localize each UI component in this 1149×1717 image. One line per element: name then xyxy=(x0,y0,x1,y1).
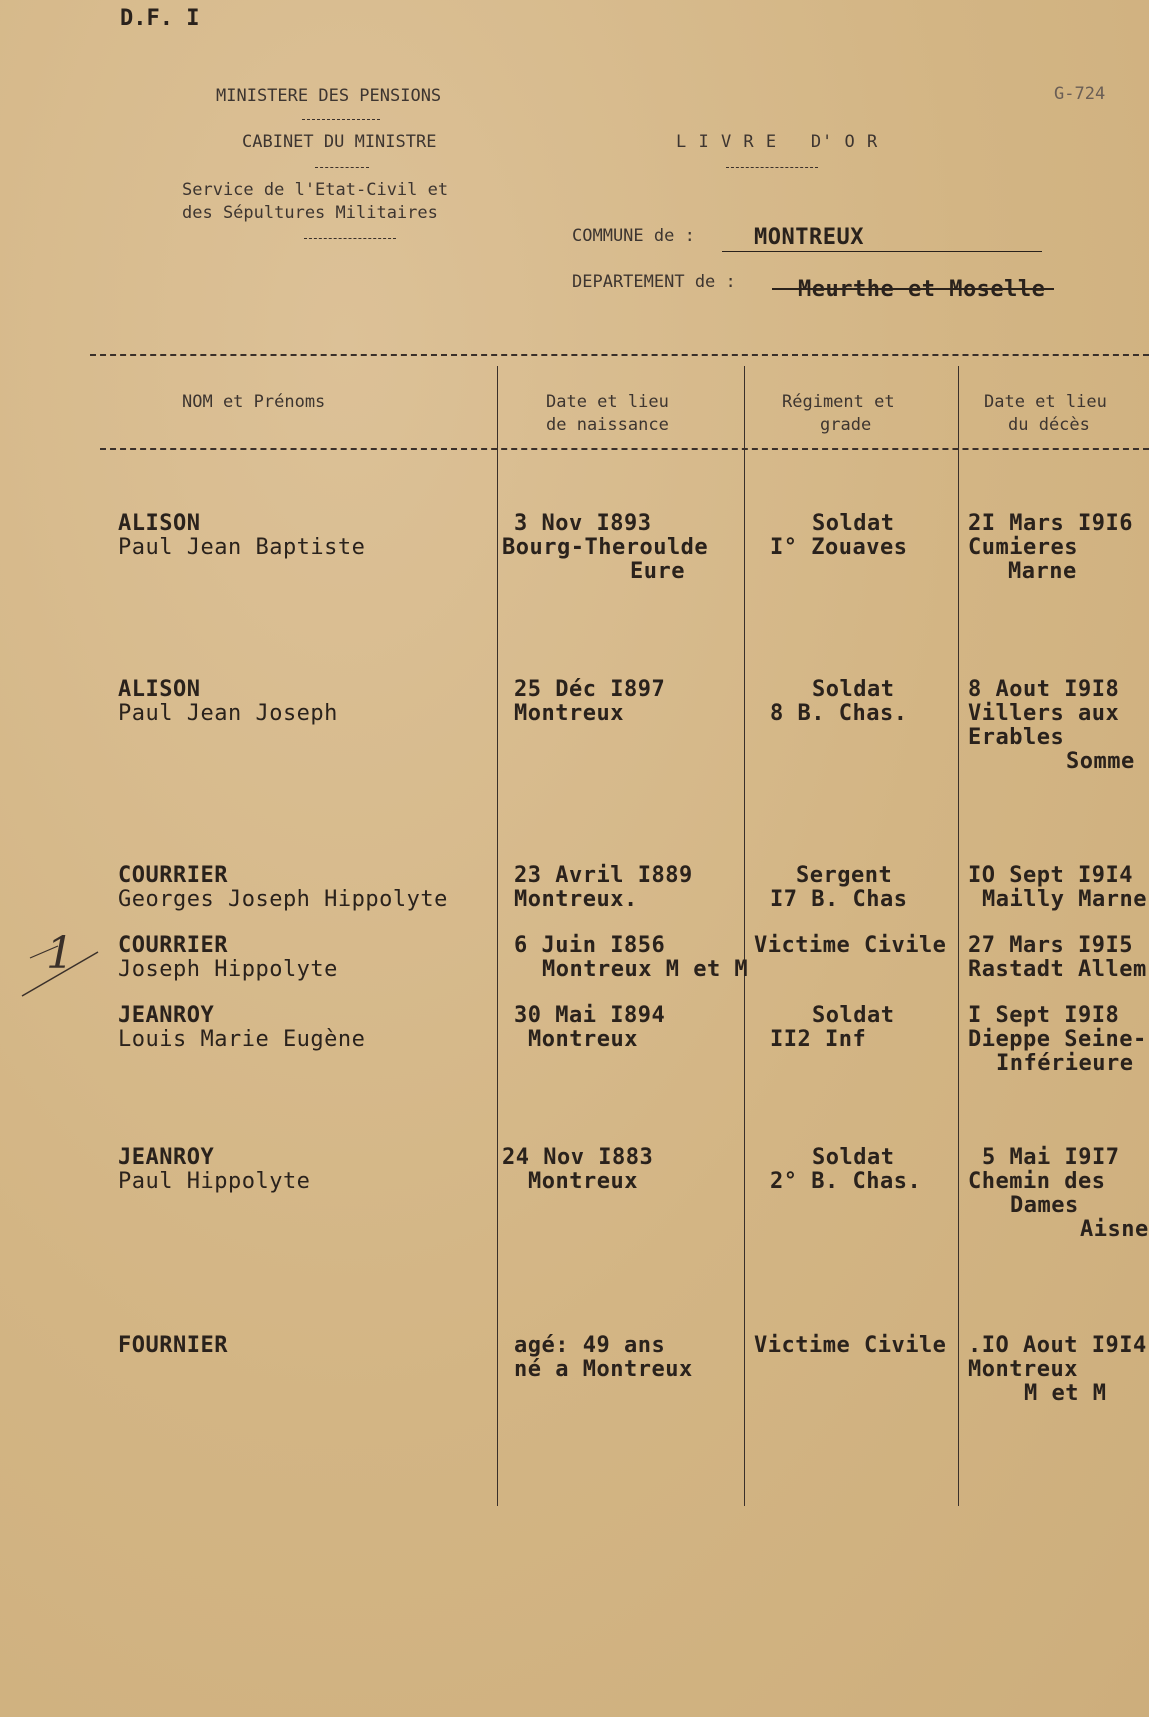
entry-death-date: 27 Mars I9I5 xyxy=(968,933,1133,958)
divider xyxy=(315,167,369,168)
margin-mark-digit: 1 xyxy=(46,928,74,979)
entry-birth-place: Montreux. xyxy=(514,887,638,912)
table-header-rule xyxy=(100,448,1149,450)
entry-grade: Soldat xyxy=(812,511,895,536)
entry-regiment: II2 Inf xyxy=(770,1027,867,1052)
entry-death-place: Villers aux xyxy=(968,701,1120,726)
entry-grade: Sergent xyxy=(796,863,893,888)
entry-given-names: Paul Hippolyte xyxy=(118,1169,311,1194)
entry-death-place: Mailly Marne xyxy=(982,887,1147,912)
entry-regiment: I° Zouaves xyxy=(770,535,908,560)
divider xyxy=(304,238,396,239)
document-title: L I V R E D' O R xyxy=(676,132,879,152)
entry-birth-age: agé: 49 ans xyxy=(514,1333,666,1358)
entry-death-region: M et M xyxy=(1024,1381,1107,1406)
commune-value: MONTREUX xyxy=(754,225,864,250)
column-divider-1 xyxy=(497,366,498,1506)
entry-regiment: I7 B. Chas xyxy=(770,887,908,912)
entry-death-place: Montreux xyxy=(968,1357,1078,1382)
ministry-name: MINISTERE DES PENSIONS xyxy=(216,86,442,106)
entry-birth-place: Bourg-Theroulde xyxy=(502,535,709,560)
entry-given-names: Georges Joseph Hippolyte xyxy=(118,887,448,912)
entry-death-date: .IO Aout I9I4 xyxy=(968,1333,1147,1358)
table-top-rule xyxy=(90,354,1149,356)
entry-death-region: Somme xyxy=(1066,749,1135,774)
divider xyxy=(302,119,380,120)
entry-grade: Victime Civile xyxy=(754,933,947,958)
service-line-1: Service de l'Etat-Civil et xyxy=(182,180,449,200)
entry-death-date: 8 Aout I9I8 xyxy=(968,677,1120,702)
entry-death-place: Dieppe Seine- xyxy=(968,1027,1147,1052)
column-divider-3 xyxy=(958,366,959,1506)
entry-birth-place: Montreux xyxy=(528,1169,638,1194)
entry-death-date: 5 Mai I9I7 xyxy=(982,1145,1120,1170)
department-strike xyxy=(772,288,1054,290)
entry-death-date: 2I Mars I9I6 xyxy=(968,511,1133,536)
entry-death-date: I Sept I9I8 xyxy=(968,1003,1120,1028)
entry-surname: ALISON xyxy=(118,511,201,536)
column-divider-2 xyxy=(744,366,745,1506)
entry-given-names: Paul Jean Baptiste xyxy=(118,535,366,560)
entry-birth-place: Montreux xyxy=(514,701,624,726)
entry-death-place-2: Erables xyxy=(968,725,1065,750)
entry-death-place: Cumieres xyxy=(968,535,1078,560)
form-code: D.F. I xyxy=(120,6,200,31)
entry-death-place: Rastadt Allem xyxy=(968,957,1147,982)
entry-death-place-2: Dames xyxy=(1010,1193,1079,1218)
entry-grade: Victime Civile xyxy=(754,1333,947,1358)
column-header-regiment-1: Régiment et xyxy=(782,392,895,412)
cabinet-name: CABINET DU MINISTRE xyxy=(242,132,437,152)
entry-birth-date: 23 Avril I889 xyxy=(514,863,693,888)
entry-death-place: Chemin des xyxy=(968,1169,1106,1194)
entry-grade: Soldat xyxy=(812,1145,895,1170)
entry-surname: FOURNIER xyxy=(118,1333,228,1358)
entry-death-region: Inférieure xyxy=(996,1051,1134,1076)
column-header-birth-2: de naissance xyxy=(546,415,669,435)
department-label: DEPARTEMENT de : xyxy=(572,272,736,292)
entry-birth-date: 6 Juin I856 xyxy=(514,933,666,958)
entry-birth-region: Eure xyxy=(630,559,685,584)
entry-given-names: Joseph Hippolyte xyxy=(118,957,338,982)
entry-surname: COURRIER xyxy=(118,863,228,888)
entry-given-names: Paul Jean Joseph xyxy=(118,701,338,726)
entry-grade: Soldat xyxy=(812,1003,895,1028)
entry-birth-date: 25 Déc I897 xyxy=(514,677,666,702)
department-value: Meurthe et Moselle xyxy=(798,277,1046,302)
column-header-death-1: Date et lieu xyxy=(984,392,1107,412)
entry-death-date: IO Sept I9I4 xyxy=(968,863,1133,888)
entry-grade: Soldat xyxy=(812,677,895,702)
entry-birth-place: né a Montreux xyxy=(514,1357,693,1382)
commune-underline xyxy=(722,251,1042,252)
entry-birth-place: Montreux xyxy=(528,1027,638,1052)
entry-birth-place: Montreux M et M xyxy=(542,957,749,982)
column-header-name: NOM et Prénoms xyxy=(182,392,326,412)
reference-number: G-724 xyxy=(1054,84,1106,104)
column-header-death-2: du décès xyxy=(1008,415,1090,435)
divider xyxy=(726,167,818,168)
entry-surname: ALISON xyxy=(118,677,201,702)
service-line-2: des Sépultures Militaires xyxy=(182,203,438,223)
column-header-birth-1: Date et lieu xyxy=(546,392,669,412)
entry-birth-date: 24 Nov I883 xyxy=(502,1145,654,1170)
column-header-regiment-2: grade xyxy=(820,415,872,435)
entry-regiment: 2° B. Chas. xyxy=(770,1169,922,1194)
entry-surname: JEANROY xyxy=(118,1145,215,1170)
entry-birth-date: 3 Nov I893 xyxy=(514,511,652,536)
entry-surname: JEANROY xyxy=(118,1003,215,1028)
entry-birth-date: 30 Mai I894 xyxy=(514,1003,666,1028)
entry-given-names: Louis Marie Eugène xyxy=(118,1027,366,1052)
entry-death-region: Marne xyxy=(1008,559,1077,584)
entry-death-region: Aisne xyxy=(1080,1217,1149,1242)
commune-label: COMMUNE de : xyxy=(572,226,695,246)
entry-regiment: 8 B. Chas. xyxy=(770,701,908,726)
entry-surname: COURRIER xyxy=(118,933,228,958)
margin-mark xyxy=(12,930,102,1000)
